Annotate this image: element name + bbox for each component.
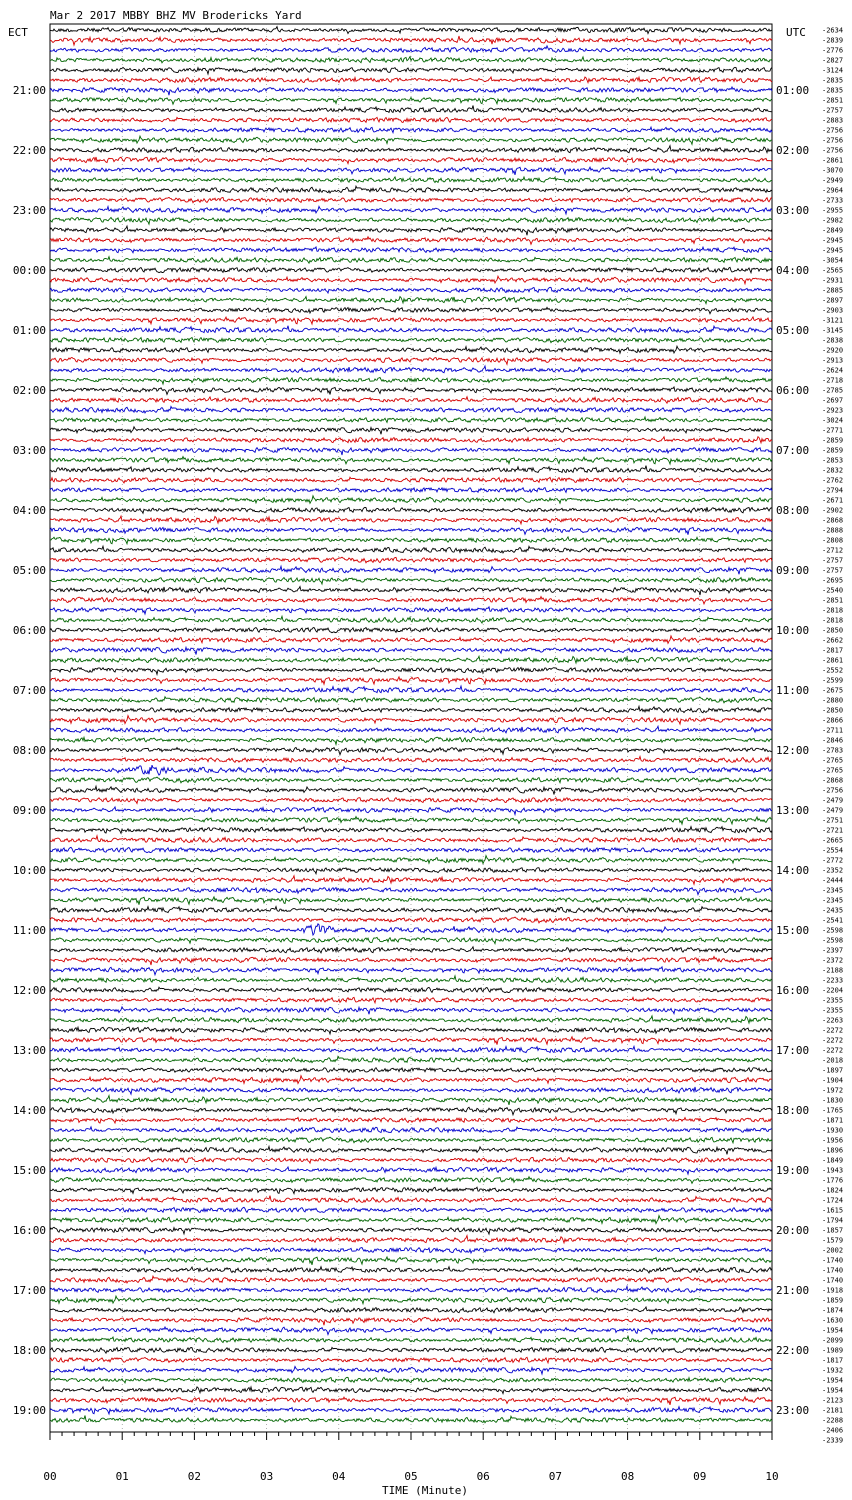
trace-value-label: -2757 <box>822 106 844 115</box>
trace-value-label: -1956 <box>822 1136 844 1145</box>
left-hour-label: 06:00 <box>12 624 46 637</box>
trace-value-label: -2866 <box>822 716 844 725</box>
trace-line <box>50 257 772 263</box>
trace-value-label: -2846 <box>822 736 844 745</box>
trace-line <box>50 57 772 63</box>
trace-value-label: -1579 <box>822 1236 844 1245</box>
trace-line <box>50 466 772 473</box>
trace-value-label: -1904 <box>822 1076 844 1085</box>
right-hour-label: 23:00 <box>776 1404 810 1417</box>
trace-value-label: -1615 <box>822 1206 844 1215</box>
trace-value-label: -1874 <box>822 1306 844 1315</box>
trace-value-label: -2808 <box>822 536 844 545</box>
trace-value-label: -2712 <box>822 546 844 555</box>
right-hour-label: 21:00 <box>776 1284 810 1297</box>
trace-value-label: -2339 <box>822 1436 844 1445</box>
x-tick-label: 08 <box>620 1470 635 1483</box>
trace-value-label: -2018 <box>822 1056 844 1065</box>
left-hour-label: 14:00 <box>12 1104 46 1117</box>
trace-value-label: -2565 <box>822 266 844 275</box>
trace-value-label: -1918 <box>822 1286 844 1295</box>
trace-value-label: -2885 <box>822 286 844 295</box>
right-hour-label: 08:00 <box>776 504 810 517</box>
trace-value-label: -2945 <box>822 236 844 245</box>
trace-value-label: -2123 <box>822 1396 844 1405</box>
trace-value-label: -2827 <box>822 56 844 65</box>
trace-line <box>50 1057 772 1063</box>
trace-value-label: -2880 <box>822 696 844 705</box>
trace-value-label: -2756 <box>822 146 844 155</box>
trace-value-label: -2634 <box>822 26 844 35</box>
trace-value-label: -2903 <box>822 306 844 315</box>
trace-value-label: -3124 <box>822 66 844 75</box>
trace-value-label: -3145 <box>822 326 844 335</box>
trace-value-label: -1630 <box>822 1316 844 1325</box>
trace-line <box>50 417 772 422</box>
trace-line <box>50 247 772 253</box>
trace-value-label: -2345 <box>822 886 844 895</box>
trace-value-label: -2233 <box>822 976 844 985</box>
trace-value-label: -2718 <box>822 376 844 385</box>
right-hour-label: 20:00 <box>776 1224 810 1237</box>
trace-value-label: -2181 <box>822 1406 844 1415</box>
trace-value-label: -2776 <box>822 46 844 55</box>
trace-value-label: -2783 <box>822 746 844 755</box>
trace-line <box>50 516 772 524</box>
trace-value-label: -2355 <box>822 996 844 1005</box>
right-hour-label: 17:00 <box>776 1044 810 1057</box>
trace-value-label: -2721 <box>822 826 844 835</box>
trace-value-label: -2099 <box>822 1336 844 1345</box>
left-hour-label: 00:00 <box>12 264 46 277</box>
trace-value-label: -2902 <box>822 506 844 515</box>
trace-value-label: -1724 <box>822 1196 844 1205</box>
trace-value-label: -2964 <box>822 186 844 195</box>
trace-value-label: -2859 <box>822 436 844 445</box>
trace-value-label: -2671 <box>822 496 844 505</box>
trace-value-label: -2859 <box>822 446 844 455</box>
trace-value-label: -2897 <box>822 296 844 305</box>
left-hour-label: 11:00 <box>12 924 46 937</box>
trace-line <box>50 907 772 913</box>
trace-value-label: -2751 <box>822 816 844 825</box>
trace-line <box>50 1046 772 1052</box>
left-hour-label: 09:00 <box>12 804 46 817</box>
x-tick-label: 03 <box>259 1470 274 1483</box>
trace-value-label: -3121 <box>822 316 844 325</box>
left-hour-label: 22:00 <box>12 144 46 157</box>
trace-value-label: -2599 <box>822 676 844 685</box>
x-axis-label: TIME (Minute) <box>381 1484 469 1497</box>
trace-value-label: -2272 <box>822 1026 844 1035</box>
x-tick-label: 07 <box>548 1470 563 1483</box>
trace-value-label: -2204 <box>822 986 844 995</box>
trace-line <box>50 546 772 553</box>
right-hour-label: 07:00 <box>776 444 810 457</box>
x-axis <box>43 1432 778 1483</box>
left-hour-label: 01:00 <box>12 324 46 337</box>
trace-value-label: -2955 <box>822 206 844 215</box>
left-hour-label: 17:00 <box>12 1284 46 1297</box>
trace-value-label: -1740 <box>822 1276 844 1285</box>
x-tick-label: 00 <box>43 1470 57 1483</box>
trace-value-label: -2188 <box>822 966 844 975</box>
trace-line <box>50 276 772 284</box>
trace-value-label: -1857 <box>822 1226 844 1235</box>
trace-line <box>50 186 772 193</box>
trace-value-label: -2920 <box>822 346 844 355</box>
trace-value-label: -2757 <box>822 566 844 575</box>
trace-value-label: -2949 <box>822 176 844 185</box>
trace-value-label: -2818 <box>822 606 844 615</box>
trace-value-label: -1871 <box>822 1116 844 1125</box>
right-hour-label: 16:00 <box>776 984 810 997</box>
trace-value-label: -2851 <box>822 596 844 605</box>
trace-value-label: -2675 <box>822 686 844 695</box>
trace-value-label: -2794 <box>822 486 844 495</box>
trace-value-label: -2785 <box>822 386 844 395</box>
trace-value-label: -2765 <box>822 766 844 775</box>
trace-line <box>50 127 772 133</box>
x-tick-label: 04 <box>332 1470 346 1483</box>
trace-value-label: -2757 <box>822 556 844 565</box>
trace-value-label: -2756 <box>822 786 844 795</box>
trace-value-label: -1794 <box>822 1216 844 1225</box>
trace-line <box>50 757 772 763</box>
trace-value-label: -2372 <box>822 956 844 965</box>
trace-line <box>50 686 772 693</box>
trace-value-label: -2263 <box>822 1016 844 1025</box>
trace-line <box>50 616 772 623</box>
trace-value-label: -1740 <box>822 1256 844 1265</box>
left-hour-label: 15:00 <box>12 1164 46 1177</box>
left-hour-label: 10:00 <box>12 864 46 877</box>
trace-value-label: -1897 <box>822 1066 844 1075</box>
trace-value-label: -2662 <box>822 636 844 645</box>
trace-value-label: -2733 <box>822 196 844 205</box>
trace-line <box>50 697 772 703</box>
chart-title: Mar 2 2017 MBBY BHZ MV Brodericks Yard <box>50 9 302 22</box>
trace-value-label: -2931 <box>822 276 844 285</box>
trace-value-label: -2982 <box>822 216 844 225</box>
trace-value-label: -2853 <box>822 456 844 465</box>
trace-value-label: -2771 <box>822 426 844 435</box>
trace-value-label: -2756 <box>822 136 844 145</box>
trace-line <box>50 726 772 733</box>
trace-value-label: -1954 <box>822 1386 844 1395</box>
trace-line <box>50 117 772 122</box>
trace-value-label: -1989 <box>822 1346 844 1355</box>
left-hour-label: 12:00 <box>12 984 46 997</box>
trace-value-label: -2818 <box>822 616 844 625</box>
right-hour-label: 18:00 <box>776 1104 810 1117</box>
right-hour-label: 13:00 <box>776 804 810 817</box>
trace-value-labels <box>822 27 843 1445</box>
left-hour-label: 08:00 <box>12 744 46 757</box>
trace-value-label: -2624 <box>822 366 844 375</box>
trace-line <box>50 326 772 333</box>
trace-value-label: -1954 <box>822 1376 844 1385</box>
trace-value-label: -2435 <box>822 906 844 915</box>
left-hour-label: 13:00 <box>12 1044 46 1057</box>
trace-line <box>50 407 772 413</box>
left-hour-label: 04:00 <box>12 504 46 517</box>
trace-value-label: -1765 <box>822 1106 844 1115</box>
x-tick-label: 09 <box>693 1470 707 1483</box>
trace-line <box>50 177 772 183</box>
left-axis-label: ECT <box>8 26 28 39</box>
right-hour-label: 03:00 <box>776 204 810 217</box>
right-hour-label: 01:00 <box>776 84 810 97</box>
trace-value-label: -2851 <box>822 96 844 105</box>
trace-line <box>50 566 772 574</box>
trace-value-label: -2923 <box>822 406 844 415</box>
trace-value-label: -2002 <box>822 1246 844 1255</box>
trace-value-label: -2850 <box>822 626 844 635</box>
trace-line <box>50 777 772 783</box>
right-hour-label: 19:00 <box>776 1164 810 1177</box>
trace-line <box>50 1276 772 1283</box>
trace-value-label: -2832 <box>822 466 844 475</box>
right-hour-label: 09:00 <box>776 564 810 577</box>
trace-value-label: -2888 <box>822 526 844 535</box>
trace-value-label: -2272 <box>822 1036 844 1045</box>
trace-value-label: -1896 <box>822 1146 844 1155</box>
trace-value-label: -2868 <box>822 516 844 525</box>
trace-line <box>50 706 772 712</box>
right-time-labels <box>776 84 809 1417</box>
right-hour-label: 11:00 <box>776 684 810 697</box>
trace-value-label: -2945 <box>822 246 844 255</box>
trace-value-label: -2554 <box>822 846 844 855</box>
x-tick-label: 02 <box>187 1470 202 1483</box>
trace-line <box>50 947 772 953</box>
trace-value-label: -1740 <box>822 1266 844 1275</box>
left-hour-label: 19:00 <box>12 1404 46 1417</box>
trace-line <box>50 636 772 643</box>
trace-value-label: -1817 <box>822 1356 844 1365</box>
trace-value-label: -2552 <box>822 666 844 675</box>
trace-value-label: -2772 <box>822 856 844 865</box>
trace-value-label: -2665 <box>822 836 844 845</box>
trace-value-label: -2868 <box>822 776 844 785</box>
right-hour-label: 22:00 <box>776 1344 810 1357</box>
trace-line <box>50 656 772 663</box>
trace-value-label: -2762 <box>822 476 844 485</box>
trace-value-label: -3070 <box>822 166 844 175</box>
trace-value-label: -3024 <box>822 416 844 425</box>
trace-value-label: -2598 <box>822 936 844 945</box>
trace-value-label: -2861 <box>822 156 844 165</box>
trace-value-label: -2711 <box>822 726 844 735</box>
trace-line <box>50 366 772 373</box>
trace-value-label: -2817 <box>822 646 844 655</box>
trace-value-label: -1972 <box>822 1086 844 1095</box>
trace-line <box>50 1307 772 1313</box>
trace-value-label: -2850 <box>822 706 844 715</box>
trace-line <box>50 1267 772 1273</box>
trace-value-label: -2765 <box>822 756 844 765</box>
trace-value-label: -2913 <box>822 356 844 365</box>
trace-line <box>50 1286 772 1292</box>
trace-value-label: -1830 <box>822 1096 844 1105</box>
trace-value-label: -2397 <box>822 946 844 955</box>
x-tick-label: 10 <box>765 1470 779 1483</box>
trace-line <box>50 146 772 153</box>
right-hour-label: 04:00 <box>776 264 810 277</box>
left-hour-label: 23:00 <box>12 204 46 217</box>
left-time-labels <box>13 84 46 1417</box>
trace-value-label: -2479 <box>822 806 844 815</box>
left-hour-label: 05:00 <box>12 564 46 577</box>
left-hour-label: 21:00 <box>12 84 46 97</box>
trace-value-label: -1849 <box>822 1156 844 1165</box>
trace-value-label: -2849 <box>822 226 844 235</box>
trace-value-label: -2479 <box>822 796 844 805</box>
left-hour-label: 16:00 <box>12 1224 46 1237</box>
trace-value-label: -2695 <box>822 576 844 585</box>
trace-value-label: -2355 <box>822 1006 844 1015</box>
trace-value-label: -2352 <box>822 866 844 875</box>
trace-line <box>50 77 772 83</box>
right-hour-label: 12:00 <box>776 744 810 757</box>
right-hour-label: 05:00 <box>776 324 810 337</box>
trace-value-label: -2861 <box>822 656 844 665</box>
trace-value-label: -2697 <box>822 396 844 405</box>
x-tick-label: 01 <box>115 1470 129 1483</box>
trace-line <box>50 786 772 794</box>
trace-line <box>50 1146 772 1154</box>
right-hour-label: 14:00 <box>776 864 810 877</box>
trace-value-label: -2838 <box>822 336 844 345</box>
trace-line <box>50 765 772 775</box>
trace-value-label: -2540 <box>822 586 844 595</box>
left-hour-label: 03:00 <box>12 444 46 457</box>
trace-value-label: -2345 <box>822 896 844 905</box>
trace-line <box>50 427 772 435</box>
trace-value-label: -2288 <box>822 1416 844 1425</box>
trace-value-label: -1859 <box>822 1296 844 1305</box>
trace-value-label: -2444 <box>822 876 844 885</box>
trace-value-label: -2835 <box>822 76 844 85</box>
right-hour-label: 06:00 <box>776 384 810 397</box>
trace-value-label: -2835 <box>822 86 844 95</box>
left-hour-label: 07:00 <box>12 684 46 697</box>
trace-value-label: -2883 <box>822 116 844 125</box>
trace-line <box>50 226 772 235</box>
x-tick-label: 05 <box>404 1470 418 1483</box>
trace-line <box>50 587 772 596</box>
x-tick-label: 06 <box>476 1470 490 1483</box>
trace-value-label: -1943 <box>822 1166 844 1175</box>
right-hour-label: 02:00 <box>776 144 810 157</box>
trace-line <box>50 437 772 443</box>
trace-value-label: -1824 <box>822 1186 844 1195</box>
trace-value-label: -2406 <box>822 1426 844 1435</box>
trace-line <box>50 46 772 52</box>
trace-value-label: -1930 <box>822 1126 844 1135</box>
right-hour-label: 10:00 <box>776 624 810 637</box>
trace-line <box>50 1296 772 1304</box>
trace-value-label: -1932 <box>822 1366 844 1375</box>
trace-value-label: -2839 <box>822 36 844 45</box>
left-hour-label: 02:00 <box>12 384 46 397</box>
trace-value-label: -3054 <box>822 256 844 265</box>
trace-value-label: -1954 <box>822 1326 844 1335</box>
trace-value-label: -2598 <box>822 926 844 935</box>
left-hour-label: 18:00 <box>12 1344 46 1357</box>
trace-line <box>50 924 772 935</box>
trace-value-label: -2756 <box>822 126 844 135</box>
right-axis-label: UTC <box>786 26 806 39</box>
trace-value-label: -2272 <box>822 1046 844 1055</box>
trace-value-label: -2541 <box>822 916 844 925</box>
right-hour-label: 15:00 <box>776 924 810 937</box>
trace-value-label: -1776 <box>822 1176 844 1185</box>
